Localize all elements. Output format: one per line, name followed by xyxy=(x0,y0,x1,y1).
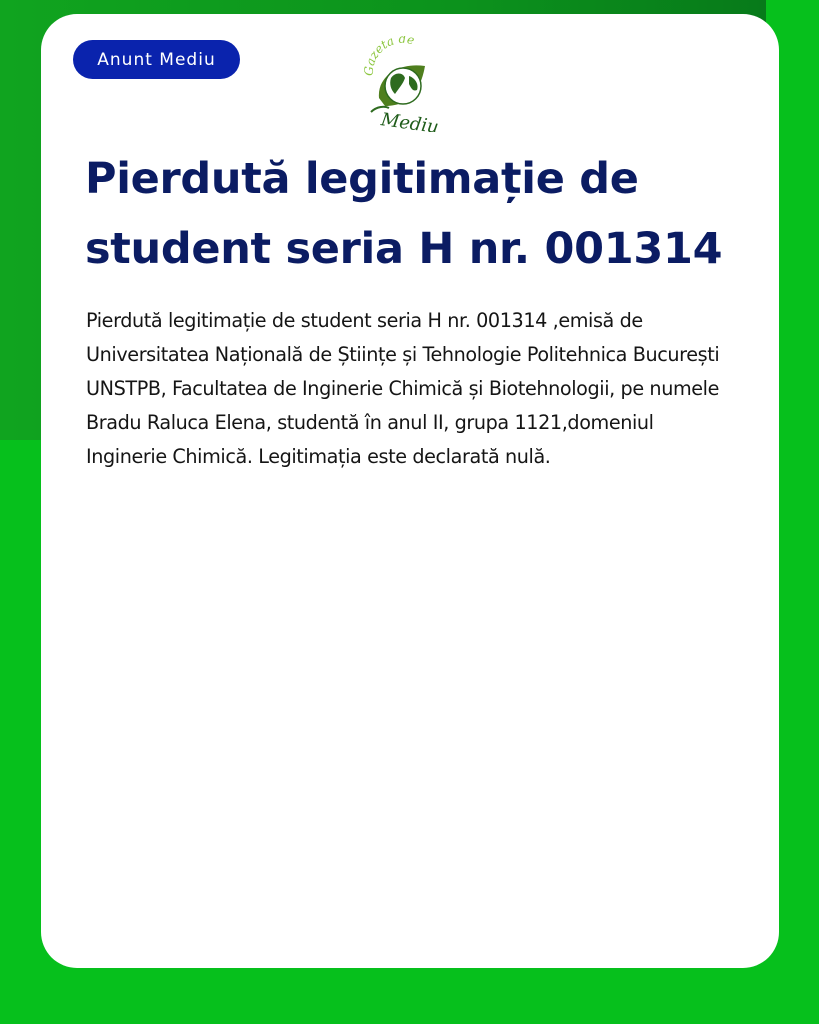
svg-text:Mediu: Mediu xyxy=(379,109,441,132)
globe-leaf-icon xyxy=(359,36,445,132)
gazeta-de-mediu-logo xyxy=(359,36,445,132)
title-line-2: student seria H nr. 001314 xyxy=(85,224,723,274)
category-badge-label: Anunt Mediu xyxy=(97,49,216,70)
announcement-card xyxy=(41,14,779,968)
announcement-body: Pierdută legitimație de student seria H nr. 001314 ,emisă de Universitatea Națională de Științe și Tehnologie Politehnica București UNSTPB, Facultatea de Inginerie Chimică și Biotehnologii, pe numele Bradu Raluca Elena, studentă în anul II, grupa 1121,domeniul Inginerie Chimică. Legitimația este declarată nulă. xyxy=(86,309,720,468)
svg-text:Gazeta de: Gazeta de xyxy=(361,36,416,77)
page-title xyxy=(85,144,765,284)
title-line-1: Pierdută legitimație de xyxy=(85,154,639,204)
category-badge[interactable] xyxy=(73,40,240,79)
